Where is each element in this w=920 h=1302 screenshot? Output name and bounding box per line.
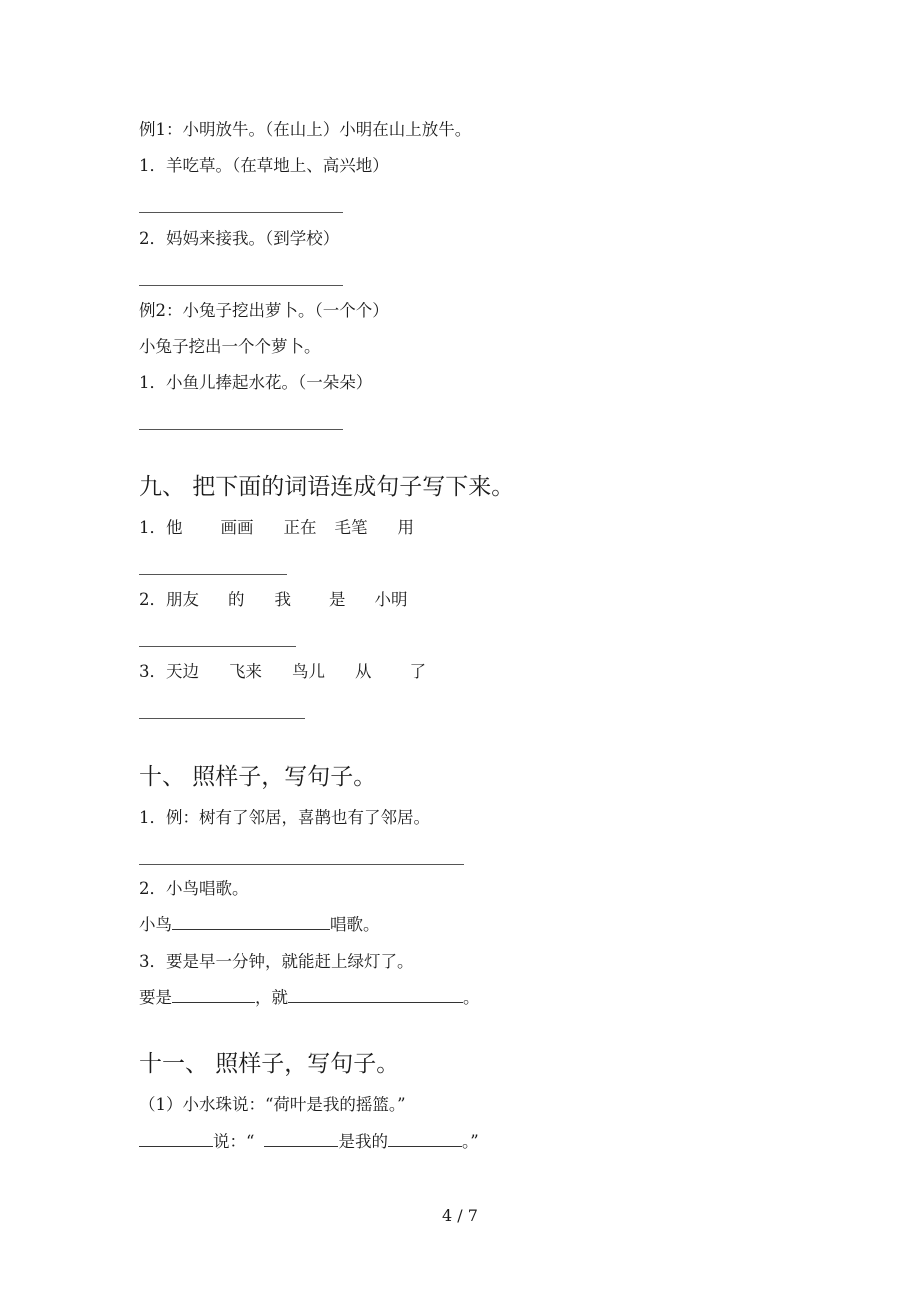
- fill-in-11-1: [139, 1132, 479, 1152]
- word: 他: [166, 518, 183, 537]
- question-9-3: [139, 662, 426, 682]
- word: 朋友: [166, 590, 199, 609]
- question-8-3: 1．小鱼儿捧起水花。（一朵朵）: [139, 373, 373, 392]
- answer-line[interactable]: [139, 574, 287, 575]
- question-number: 2．: [139, 590, 166, 609]
- section-10-title: 十、 照样子，写句子。: [139, 764, 377, 790]
- suffix-text: 。: [463, 988, 480, 1007]
- word: 用: [397, 518, 414, 537]
- word: 是: [329, 590, 346, 609]
- fill-blank[interactable]: [388, 1132, 462, 1147]
- answer-line[interactable]: [139, 285, 343, 286]
- fill-blank[interactable]: [172, 915, 330, 930]
- page-number: 4 / 7: [442, 1206, 478, 1225]
- word: 毛笔: [334, 518, 368, 537]
- prefix-text: 小鸟: [139, 915, 172, 934]
- question-8-2: 2．妈妈来接我。（到学校）: [139, 229, 340, 248]
- question-8-1: 1．羊吃草。（在草地上、高兴地）: [139, 156, 389, 175]
- word: 天边: [166, 662, 199, 681]
- question-number: 3．: [139, 662, 166, 681]
- answer-line[interactable]: [139, 212, 343, 213]
- answer-line[interactable]: [139, 646, 296, 647]
- middle-text: ，就: [255, 988, 288, 1007]
- answer-line[interactable]: [139, 429, 343, 430]
- question-9-2: [139, 590, 408, 610]
- word: 了: [409, 662, 426, 681]
- answer-line[interactable]: [139, 718, 305, 719]
- example-2-prompt: 例2：小兔子挖出萝卜。（一个个）: [139, 301, 389, 320]
- example-1: 例1：小明放牛。（在山上）小明在山上放牛。: [139, 120, 472, 139]
- word: 鸟儿: [292, 662, 325, 681]
- word: 画画: [220, 518, 254, 537]
- section-11-title: 十一、 照样子，写句子。: [139, 1051, 400, 1077]
- section-9-title: 九、 把下面的词语连成句子写下来。: [139, 474, 515, 500]
- question-9-1: [139, 518, 414, 538]
- word: 我: [274, 590, 291, 609]
- question-10-1: 1．例：树有了邻居，喜鹊也有了邻居。: [139, 808, 430, 827]
- fill-blank[interactable]: [172, 988, 255, 1003]
- is-my-text: 是我的: [338, 1132, 388, 1151]
- word: 的: [228, 590, 245, 609]
- fill-in-10-2: [139, 915, 380, 935]
- word: 从: [355, 662, 372, 681]
- question-number: 1．: [139, 518, 166, 537]
- example-2-answer: 小兔子挖出一个个萝卜。: [139, 337, 321, 356]
- suffix-text: 唱歌。: [330, 915, 380, 934]
- closing-quote: 。”: [461, 1132, 479, 1151]
- word: 飞来: [229, 662, 262, 681]
- prefix-text: 要是: [139, 988, 172, 1007]
- answer-line[interactable]: [139, 864, 464, 865]
- question-10-3: 3．要是早一分钟，就能赶上绿灯了。: [139, 952, 414, 971]
- said-text: 说：“: [213, 1132, 255, 1151]
- word: 小明: [374, 590, 408, 609]
- fill-blank[interactable]: [264, 1132, 338, 1147]
- word: 正在: [283, 518, 317, 537]
- fill-blank[interactable]: [139, 1132, 213, 1147]
- fill-blank[interactable]: [288, 988, 463, 1003]
- question-11-1: （1）小水珠说：“荷叶是我的摇篮。”: [139, 1095, 406, 1114]
- question-10-2: 2．小鸟唱歌。: [139, 879, 249, 898]
- fill-in-10-3: [139, 988, 480, 1008]
